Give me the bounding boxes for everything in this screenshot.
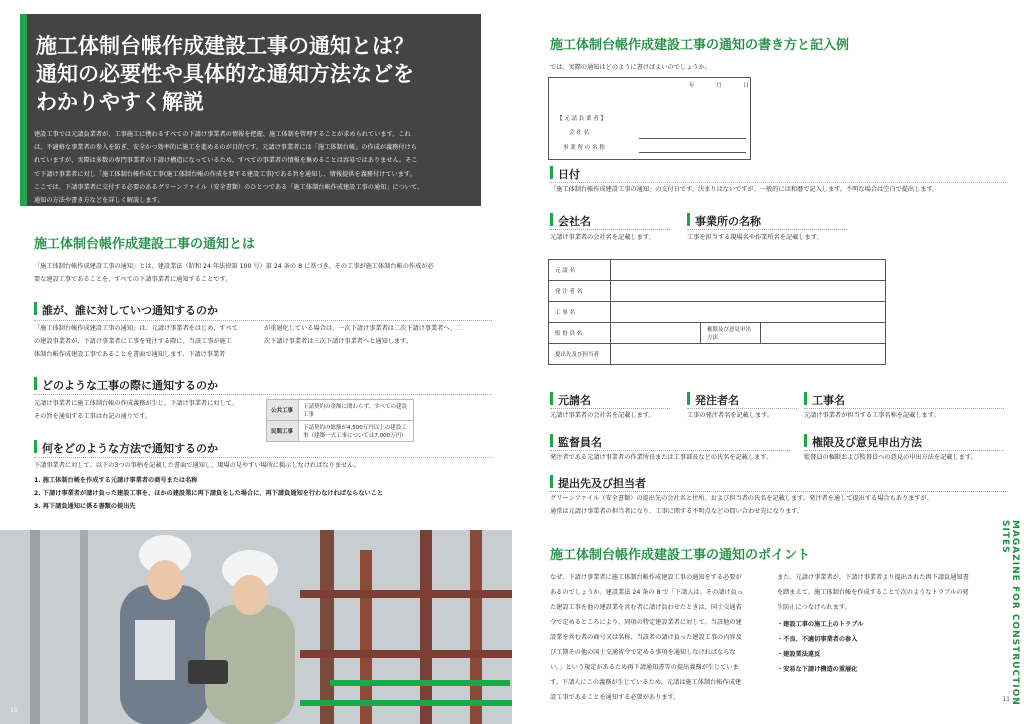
section-heading: 施工体制台帳作成建設工事の通知の書き方と記入例 [550,34,849,53]
date-body: 「施工体制台帳作成建設工事の通知」の交付日です。決まりはないですが、一般的には和暦で記入します。不明な場合は空白で提出します。 [550,186,939,193]
section-intro: では、実際の通知はどのように書けばよいのでしょうか。 [550,64,711,71]
who-body-col2: が重層化している場合は、一次下請け事業者は二次下請け事業者へ、二 次下請け事業者は三次下請け事業者へと通知します。 [264,325,462,345]
hero-intro: 建設工事では元請負業者が、工事施工に携わるすべての下請け事業者の情報を把握、施工体制を管理することが求められています。これ は、不適格な事業者の参入を防ぎ、安全かつ効率的に施工を進めるのが目的です。元請け事業者には「施工体制台帳」の作成が義務付けら れていますが、実際は多数の専門事業者の下請け構造になっているため、すべての事業者の情報を集めることは容易ではありません。そこ で下請け事業者に対し「施工体制台帳作成工事(施工体制台帳の作成を要する建設工事)である旨を通知し、情報提供を義務付けています。 ここでは、下請事業者に交付する必要のあるグリーンファイル（安全書類）のひとつである「施工体制台帳作成建設工事の通知」について、 通知の方法や書き方などを詳しく解説します。 [34,131,424,205]
who-heading: 誰が、誰に対していつ通知するのか [42,304,218,317]
what-body: 元請け事業者に施工体制台帳の作成義務が生じ、下請け事業者に対して、 その旨を通知する工事は右記の通りです。 [34,400,239,420]
supervisor-heading: 監督員名 [558,436,602,449]
page-title: 施工体制台帳作成建設工事の通知とは？ 通知の必要性や具体的な通知方法などを わかりやすく解説 [36,34,414,114]
supervisor-body: 発注者である元請け事業者の作業所長または工事部長などの氏名を記載します。 [550,454,773,461]
page-number: 10 [10,707,18,714]
office-heading: 事業所の名称 [695,215,761,228]
table-row: 公共工事 下請契約の金額に関わらず、すべての建設工事 [267,400,414,421]
table-row: 発 注 者 名 [549,281,886,302]
worker-photo [0,530,512,724]
contractor-heading: 元請名 [558,394,591,407]
how-body: 下請事業者に対して、以下の3つの事柄を記載した書面で通知し、現場の見やすい場所に掲示しなければなりません。 1. 施工体制台帳を作成する元請け事業者の商号または名称 2. 下請け事業者が請け負った建設工事を、ほかの建設業に再下請負をした場合に、再下請負通知を行わなければならないこと 3. 再下請負通知に係る書類の提出先 [34,462,384,510]
work-heading: 工事名 [812,394,845,407]
notice-form-mid [548,259,886,365]
table-row: 監 督 員 名 権限及び意見申出方法 [549,323,886,344]
accent-bar [20,14,27,206]
office-body: 工事を担当する現場名や作業所名を記載します。 [687,234,823,241]
authority-body: 監督員の権限および監督員への意見の申出方法を記載します。 [804,454,977,461]
orderer-body: 工事の発注者名を記載します。 [687,412,774,419]
table-row: 提出先及び担当者 [549,344,886,365]
submit-heading: 提出先及び担当者 [558,477,646,490]
what-heading: どのような工事の際に通知するのか [42,379,218,392]
hero-banner [20,14,481,206]
work-body: 元請け事業者が担当する工事名称を記載します。 [804,412,940,419]
orderer-heading: 発注者名 [695,394,739,407]
who-body-col1: 「施工体制台帳作成建設工事の通知」は、元請け事業者をはじめ、すべて の建設事業者が、下請け事業者に工事を発注する際に、当該工事が施工 体制台帳作成建設工事であることを書面で通知します。下請け事業者 [34,325,238,358]
right-page [512,0,1024,724]
table-row: 工 事 名 [549,302,886,323]
contractor-body: 元請け事業者の会社名を記載します。 [550,412,655,419]
company-body: 元請け事業者の会社名を記載します。 [550,234,655,241]
section-body: 「施工体制台帳作成建設工事の通知」とは、建設業法（昭和 24 年法律第 100 号）第 24 条の 8 に基づき、その工事が施工体制台帳の作成が必 要な建設工事であることを、すべての下請事業者に通知することです。 [34,263,434,283]
submit-body: グリーンファイル（安全書類）の提出先の会社名と住所、および担当者の氏名を記載します。発注者を通して提出する場合もありますが、 通常は元請け事業者の担当者になり、工事に関する不明点などの問い合わせ先になります。 [550,495,933,515]
points-col2: また、元請け事業者が、下請け事業者より提出された再下請負通知書 を踏まえて、施工体制台帳を作成することで次のようなトラブルの発 生防止につなげられます。 ・建設工事の施工上のトラブル ・不良、不適切事業者の参入 ・建設業法違反 ・安易な下請け構造の重層化 [777,574,969,673]
notice-form-top: 年 月 日 【 元 請 負 業 者 】 会 社 名 事 業 所 の 名 称 [548,77,751,160]
points-col1: なぜ、下請け事業者に施工体制台帳作成建設工事の通知をする必要が あるのでしょうか。建設業法 24 条の 8 で「下請人は、その請け負っ た建設工事を他の建設業を営む者に請け負わせたときは、国土交通省 令で定めるところにより、同項の特定建設業者に対して、当該他の建 設業を営む者の商号又は名称、当該者の請け負った建設工事の内容及 び工期その他の国土交通省令で定める事項を通知しなければならな い。」という規定があるため再下請通知書等の提出義務が生じていま す。下請人にこの義務が生じているため、元請は施工体制台帳作成建 設工事であることを通知する必要があります。 [550,574,743,701]
condition-table [266,399,414,442]
date-heading: 日付 [558,168,580,181]
section-heading: 施工体制台帳作成建設工事の通知とは [34,233,255,252]
side-label: MAGAZINE FOR CONSTRUCTION SITES [1000,520,1020,706]
authority-heading: 権限及び意見申出方法 [812,436,922,449]
company-heading: 会社名 [558,215,591,228]
table-row: 元 請 名 [549,260,886,281]
points-heading: 施工体制台帳作成建設工事の通知のポイント [550,544,810,563]
page-number: 11 [1002,696,1010,703]
table-row: 民間工事 下請契約の総額が4,500万円以上の建設工事（建築一式工事については7,000万円） [267,421,414,442]
how-heading: 何をどのような方法で通知するのか [42,442,218,455]
